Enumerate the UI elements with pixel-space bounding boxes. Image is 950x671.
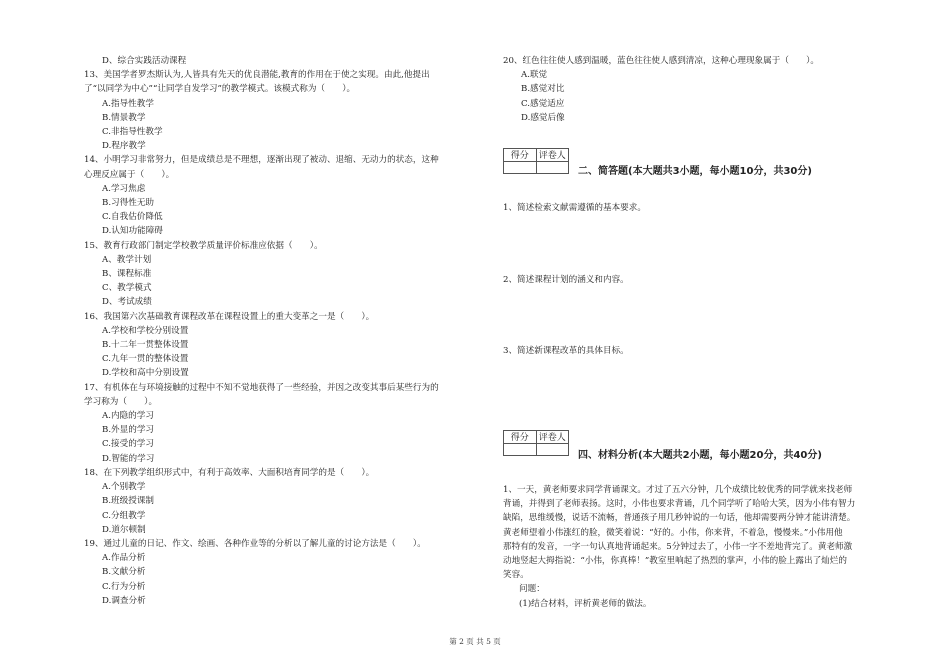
section4-title: 四、材料分析(本大题共2小题，每小题20分，共40分) [578, 450, 822, 461]
question-line: 心理反应属于（ ）。 [84, 169, 175, 180]
option-line: D.认知功能障碍 [102, 226, 163, 237]
option-line: A、教学计划 [102, 254, 152, 265]
question-line: 笑容。 [503, 570, 529, 581]
question-line: 了“以同学为中心”“让同学自发学习”的教学模式。该模式称为（ ）。 [84, 84, 356, 95]
question-line: 17、有机体在与环境接触的过程中不知不觉地获得了一些经验，并因之改变其事后某些行为的 [84, 382, 439, 393]
grader-label: 评卷人 [538, 151, 566, 161]
option-line: A.作品分析 [102, 553, 146, 564]
score-box-section2 [503, 148, 569, 174]
score-box-section4 [503, 430, 569, 456]
option-line: D.程序教学 [102, 141, 146, 152]
option-line: B.十二年一贯整体设置 [102, 340, 189, 351]
option-line: B.感觉对比 [521, 84, 565, 95]
option-line: B.外显的学习 [102, 425, 155, 436]
question-line: 问题： [519, 584, 545, 595]
score-label: 得分 [504, 149, 537, 173]
question-line: 黄老师望着小伟涨红的脸，微笑着说：“好的。小伟，你来背，不着急，慢慢来。”小伟用他 [503, 527, 843, 538]
question-line: 背诵，并得到了老师表扬。这时，小伟也要求背诵，几个同学听了哈哈大笑，因为小伟有智力 [503, 499, 856, 510]
option-line: A.指导性教学 [102, 98, 154, 109]
question-line: 13、美国学者罗杰斯认为,人皆具有先天的优良潜能,教育的作用在于使之实现。由此,他提出 [84, 70, 430, 81]
option-line: B.班级授课制 [102, 496, 155, 507]
question-line: 15、教育行政部门制定学校教学质量评价标准应依据（ ）。 [84, 240, 323, 251]
question-line: 1、一天，黄老师要求同学背诵课文。才过了五六分钟，几个成绩比较优秀的同学就来找老师 [503, 485, 853, 495]
option-line: A.个别教学 [102, 482, 146, 493]
question-line: 缺陷，思维缓慢，说话不流畅，普通孩子用几秒钟说的一句话，他却需要两分钟才能讲清楚。 [503, 513, 856, 524]
question-line: 20、红色往往使人感到温暖，蓝色往往使人感到清凉，这种心理现象属于（ ）。 [503, 56, 820, 66]
option-line: C、教学模式 [102, 283, 152, 294]
material-analysis [503, 483, 883, 611]
option-line: D.调查分析 [102, 595, 146, 606]
question-line: 学习称为（ ）。 [84, 396, 158, 407]
option-line: A.学校和学校分别设置 [102, 325, 189, 336]
option-line: C.感觉适应 [521, 98, 565, 109]
option-line: C.非指导性教学 [102, 127, 163, 138]
option-line: D.智能的学习 [102, 453, 155, 464]
section2-question-2: 2、简述课程计划的涵义和内容。 [503, 275, 629, 285]
question-line: 18、在下列教学组织形式中，有利于高效率、大面积培育同学的是（ ）。 [84, 467, 375, 478]
option-line: D、考试成绩 [102, 297, 152, 308]
option-line: C.行为分析 [102, 581, 146, 592]
option-line: A.学习焦虑 [102, 183, 146, 194]
option-line: B.情景教学 [102, 112, 146, 123]
section2-question-3: 3、简述新课程改革的具体目标。 [503, 346, 629, 356]
page-footer: 第 2 页 共 5 页 [449, 637, 501, 646]
option-line: B、课程标准 [102, 269, 152, 280]
option-line: B.文献分析 [102, 567, 146, 578]
question-line: 那特有的发音，一字一句认真地背诵起来。5分钟过去了，小伟一字不差地背完了。黄老师激 [503, 541, 853, 552]
option-line: A.联觉 [521, 70, 548, 81]
question-line: 19、通过儿童的日记、作文、绘画、各种作业等的分析以了解儿童的讨论方法是（ ）。 [84, 538, 426, 549]
question-line: (1)结合材料，评析黄老师的做法。 [519, 598, 652, 609]
option-line: B.习得性无助 [102, 198, 155, 209]
question-line: 14、小明学习非常努力，但是成绩总是不理想，逐渐出现了被动、退缩、无动力的状态，这种 [84, 155, 439, 166]
option-line: D.感觉后像 [521, 112, 565, 123]
option-line: D.道尔顿制 [102, 524, 146, 535]
grader-label: 评卷人 [538, 433, 566, 443]
option-line: D.学校和高中分别设置 [102, 368, 189, 379]
option-line: C.接受的学习 [102, 439, 154, 450]
option-line: A.内隐的学习 [102, 411, 154, 422]
option-line: D、综合实践活动课程 [102, 56, 187, 66]
question-line: 动地竖起大拇指说：“小伟，你真棒！”教室里响起了热烈的掌声，小伟的脸上露出了灿烂的 [503, 556, 847, 567]
section2-title: 二、简答题(本大题共3小题，每小题10分，共30分) [578, 166, 812, 177]
section2-question-1: 1、简述检索文献需遵循的基本要求。 [503, 203, 646, 213]
score-label: 得分 [504, 431, 537, 455]
option-line: C.九年一贯的整体设置 [102, 354, 189, 365]
left-column [84, 54, 479, 608]
right-column-top [503, 54, 883, 125]
question-line: 16、我国第六次基础教育课程改革在课程设置上的重大变革之一是（ ）。 [84, 311, 375, 322]
option-line: C.分组教学 [102, 510, 146, 521]
option-line: C.自我估价降低 [102, 212, 163, 223]
